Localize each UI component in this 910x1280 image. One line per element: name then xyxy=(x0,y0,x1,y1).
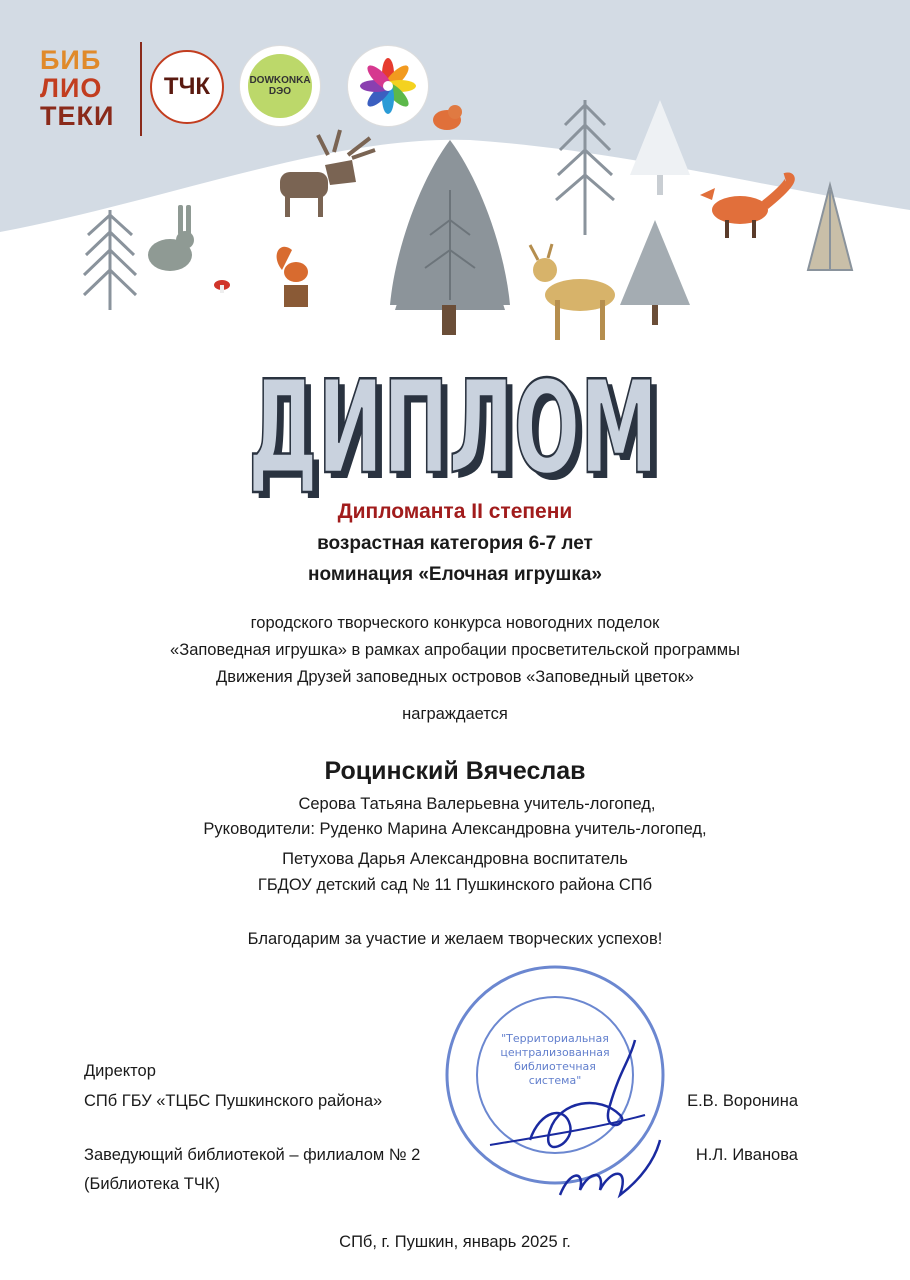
nomination: номинация «Елочная игрушка» xyxy=(308,564,602,585)
director-org: СПб ГБУ «ТЦБС Пушкинского района» xyxy=(84,1092,383,1110)
director-title: Директор xyxy=(84,1062,156,1080)
svg-text:библиотечная: библиотечная xyxy=(514,1060,596,1073)
tck-logo: ТЧК xyxy=(150,50,224,124)
age-category: возрастная категория 6-7 лет xyxy=(317,533,593,554)
supervisor-line-1: Серова Татьяна Валерьевна учитель-логопед, xyxy=(298,795,656,813)
dowkonka-logo: DOWKONKA DЭO xyxy=(240,46,320,126)
svg-text:система": система" xyxy=(528,1074,582,1087)
library-head-name: Н.Л. Иванова xyxy=(695,1146,798,1164)
diploma-title xyxy=(240,330,670,500)
supervisor-line-3: Петухова Дарья Александровна воспитатель xyxy=(282,850,628,868)
institution-line: ГБДОУ детский сад № 11 Пушкинского района СПб xyxy=(257,876,653,894)
svg-text:ДИПЛОМ: ДИПЛОМ xyxy=(248,354,658,500)
director-name: Е.В. Воронина xyxy=(687,1092,798,1110)
flower-emblem-logo xyxy=(348,46,428,126)
svg-text:ДИПЛОМ: ДИПЛОМ xyxy=(254,360,664,500)
flower-icon xyxy=(358,56,418,116)
svg-text:"Территориальная: "Территориальная xyxy=(501,1032,609,1045)
bibliotheki-logo: БИБ ЛИО ТЕКИ xyxy=(40,45,115,131)
place-and-date: СПб, г. Пушкин, январь 2025 г. xyxy=(339,1233,571,1251)
supervisor-line-2: Руководители: Руденко Марина Александровна учитель-логопед, xyxy=(203,820,707,838)
library-head-org: (Библиотека ТЧК) xyxy=(84,1175,220,1193)
handwritten-signatures xyxy=(470,1020,690,1230)
recipient-name: Роцинский Вячеслав xyxy=(324,757,586,785)
thanks-message: Благодарим за участие и желаем творческих успехов! xyxy=(247,930,663,948)
awarded-label: награждается xyxy=(402,705,508,723)
library-head-title: Заведующий библиотекой – филиалом № 2 xyxy=(84,1146,421,1164)
logo-divider xyxy=(140,42,142,136)
svg-text:централизованная: централизованная xyxy=(500,1046,610,1059)
partner-logos xyxy=(40,40,440,140)
contest-description: городского творческого конкурса новогодних поделок «Заповедная игрушка» в рамках апробации просветительской программы Движения Друзей заповедных островов «Заповедный цветок» xyxy=(170,614,740,686)
degree-label: Дипломанта II степени xyxy=(337,500,573,523)
